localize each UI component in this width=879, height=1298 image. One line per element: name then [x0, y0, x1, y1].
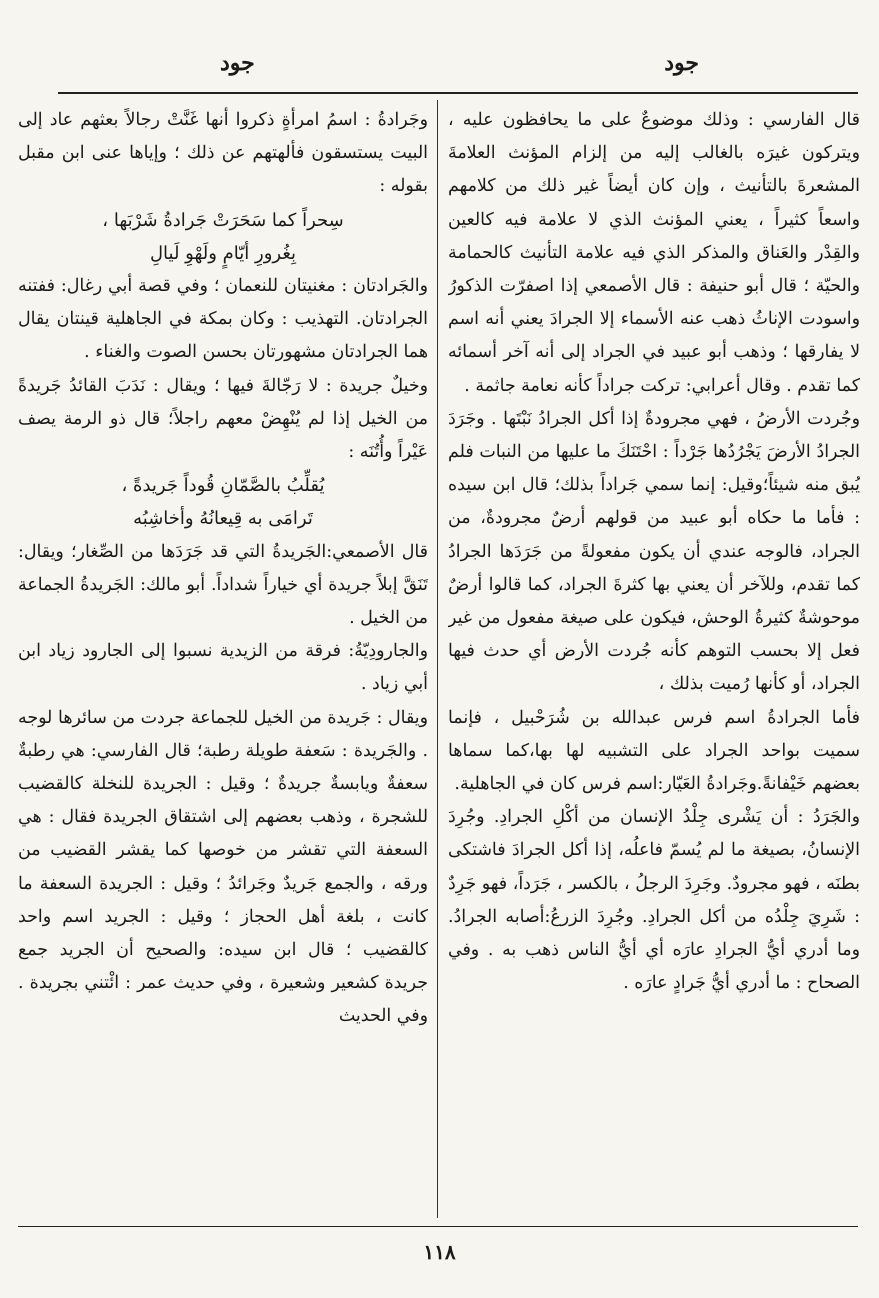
- paragraph: وجُردت الأرضُ ، فهي مجرودةٌ إذا أكل الجرادُ نَبْتَها . وجَرَدَ الجرادُ الأرضَ يَجْرُدُها جَرْداً : احْتَنَكَ ما عليها من النبات فلم يُبق منه شيئاً؛وقيل: إنما سمي جَراداً بذلك؛ قال ابن سيده : فأما ما حكاه أبو عبيد من قولهم أرضٌ مجرودةٌ، من الجراد، فالوجه عندي أن يكون مفعولةً من جَرَدَها الجرادُ كما تقدم، وللآخر أن يعني بها كثرةَ الجراد، كما قالوا أرضٌ موحوشةٌ كثيرةُ الوحش، فيكون على صيغة مفعول من غير فعل إلا بحسب التوهم كأنه جُردت الأرض أي حدث فيها الجراد، أو كأنها رُميت بذلك ،: [448, 408, 860, 695]
- verse-line: بِغُرورِ أيّامٍ ولَهْوِ لَيالِ: [149, 242, 297, 264]
- paragraph: قال الفارسي : وذلك موضوعٌ على ما يحافظون عليه ، ويتركون غيرَه بالغالب إليه من إلزام المؤنث العلامةَ المشعرةَ بالتأنيث ، وإن كان أيضاً غير ذلك من كلامهم واسعاً كثيراً ، يعني المؤنث الذي لا علامة فيه كالعين والقِدْر والعَناق والمذكر الذي فيه علامة التأنيث كالحمامة والحيّة ؛ قال أبو حنيفة : قال الأصمعي إذا اصفرّت الذكورُ واسودت الإناثُ ذهب عنه الأسماء إلا الجرادَ يعني أنه اسم لا يفارقها ؛ وذهب أبو عبيد في الجراد إلى أنه آخر أسمائه كما تقدم . وقال أعرابي: تركت جراداً كأنه نعامة جاثمة .: [448, 110, 860, 396]
- header-word-right: جود: [664, 50, 699, 76]
- verse-line: يُقلِّبُ بالصَّمّانِ قُوداً جَريدةً ،: [121, 475, 325, 497]
- header-word-left: جود: [220, 50, 255, 76]
- paragraph: وخيلٌ جريدة : لا رَجّالةَ فيها ؛ ويقال : نَدَبَ القائدُ جَريدةً من الخيل إذا لم يُنْهِضْ معهم راجلاً؛ قال ذو الرمة يصف عَيْراً وأُتُنَه :: [18, 375, 428, 463]
- running-header: [0, 50, 879, 90]
- right-column: [448, 104, 860, 1214]
- paragraph: قال الأصمعي:الجَريدةُ التي قد جَرَدَها من الصِّغار؛ ويقال: تَنَقَّ إبلاً جريدة أي خياراً شداداً. أبو مالك: الجَريدةُ الجماعة من الخيل .: [18, 541, 428, 629]
- header-rule: [58, 92, 858, 94]
- verse-line: سِحراً كما سَحَرَتْ جَرادةُ شَرْبَها ،: [102, 209, 344, 231]
- paragraph: والجَرَدُ : أن يَشْرى جِلْدُ الإنسان من أكْلِ الجرادِ. وجُرِدَ الإنسانُ، بصيغة ما لم يُسمّ فاعلُه، إذا أكل الجرادَ فاشتكى بطنَه ، فهو مجرودٌ. وجَرِدَ الرجلُ ، بالكسر ، جَرَداً، فهو جَرِدٌ : شَرِيَ جِلْدُه من أكل الجرادِ. وجُرِدَ الزرعُ:أصابه الجرادُ. وما أدري أيُّ الجرادِ عارَه أي أيُّ الناس ذهب به . وفي الصحاح : ما أدري أيُّ جَرادٍ عارَه .: [448, 807, 860, 994]
- page-number: ١١٨: [423, 1240, 456, 1264]
- paragraph: والجارودِيّةُ: فرقة من الزيدية نسبوا إلى الجارود زياد ابن أبي زياد .: [18, 641, 428, 695]
- paragraph: ويقال : جَريدة من الخيل للجماعة جردت من سائرها لوجه . والجَريدة : سَعفة طويلة رطبة؛ قال الفارسي: هي رطبةٌ سعفةٌ ويابسةٌ جريدةٌ ؛ وقيل : الجريدة للنخلة كالقضيب للشجرة ، وذهب بعضهم إلى اشتقاق الجريدة فقال : هي السعفة التي تقشر من خوصها كما يقشر القضيب من ورقه ، والجمع جَريدٌ وجَرائدُ ؛ وقيل : الجريدة السعفة ما كانت ، بلغة أهل الحجاز ؛ وقيل : الجريد اسم واحد كالقضيب ؛ قال ابن سيده: والصحيح أن الجريد جمع جريدة كشعير وشعيرة ، وفي حديث عمر : ائْتني بجريدة . وفي الحديث: [18, 707, 428, 1027]
- paragraph: والجَرادتان : مغنيتان للنعمان ؛ وفي قصة أبي رغال: ففتنه الجرادتان. التهذيب : وكان بمكة في الجاهلية قينتان يقال هما الجرادتان مشهورتان بحسن الصوت والغناء .: [18, 276, 428, 363]
- verse-line: تَرامَى به قِيعانُهُ وأخاشِبُه: [133, 508, 313, 530]
- left-column: [18, 104, 428, 1214]
- paragraph: فأما الجرادةُ اسم فرس عبدالله بن شُرَحْبيل ، فإنما سميت بواحد الجراد على التشبيه لها بها،كما سماها بعضهم خَيْفانةً.وجَرادةُ العَيّار:اسم فرس كان في الجاهلية.: [448, 707, 860, 795]
- column-divider: [437, 100, 438, 1218]
- paragraph: وجَرادةُ : اسمُ امرأةٍ ذكروا أنها غَنَّتْ رجالاً بعثهم عاد إلى البيت يستسقون فألهتهم عن ذلك ؛ وإياها عنى ابن مقبل بقوله :: [18, 110, 428, 197]
- footer-rule: [18, 1226, 858, 1227]
